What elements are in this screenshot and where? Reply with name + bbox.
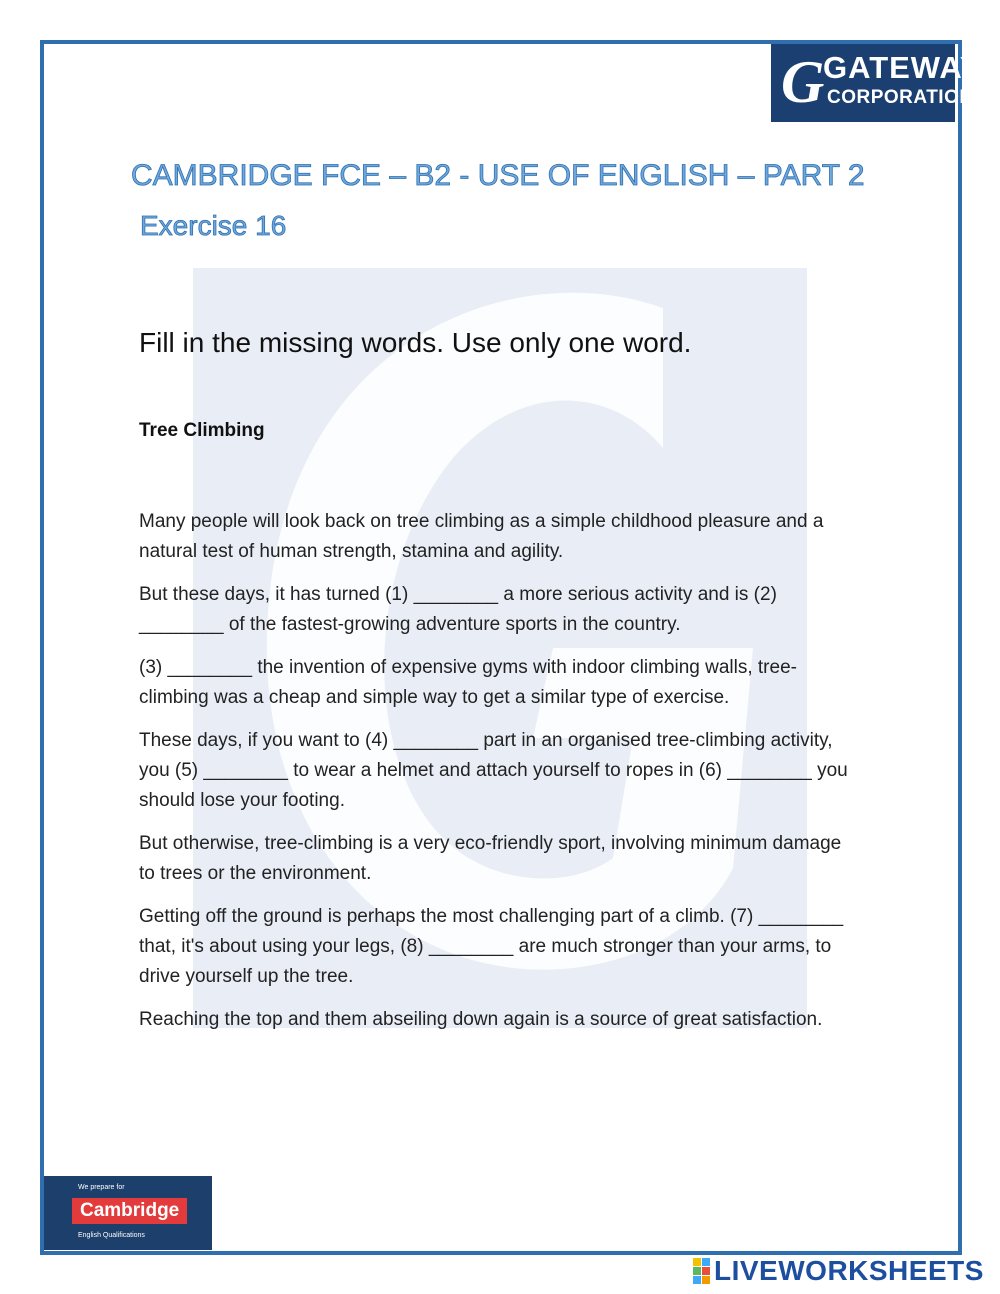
liveworksheets-wordmark: LIVEWORKSHEETS	[714, 1255, 984, 1286]
paragraph: Many people will look back on tree climbing as a simple childhood pleasure and a natural test of human strength, stamina and agility.	[139, 511, 824, 562]
paragraph: (3) ________ the invention of expensive gyms with indoor climbing walls, tree-climbing was a cheap and simple way to get a similar type of exercise.	[139, 657, 797, 708]
instruction-text: Fill in the missing words. Use only one word.	[139, 327, 692, 358]
logo-letter: G	[781, 49, 825, 115]
cambridge-sub: English Qualifications	[78, 1232, 145, 1239]
story-title: Tree Climbing	[139, 420, 265, 441]
logo-line-1: GATEWAY	[823, 50, 982, 85]
cambridge-logo	[44, 1176, 212, 1250]
liveworksheets-blocks-icon	[693, 1258, 710, 1284]
gateway-logo	[771, 44, 982, 122]
page-title: CAMBRIDGE FCE – B2 - USE OF ENGLISH – PART 2	[131, 159, 865, 192]
paragraph: But these days, it has turned (1) ________ a more serious activity and is (2) ________ of the fastest-growing adventure sports in the country.	[139, 584, 777, 635]
paragraph: Reaching the top and them abseiling down again is a source of great satisfaction.	[139, 1009, 823, 1030]
cambridge-name: Cambridge	[72, 1198, 187, 1224]
story-body	[139, 507, 854, 1048]
paragraph: Getting off the ground is perhaps the most challenging part of a climb. (7) ________ that, it's about using your legs, (8) ________ are much stronger than your arms, to drive yourself up the tree.	[139, 906, 844, 987]
cambridge-tagline: We prepare for	[78, 1184, 125, 1191]
liveworksheets-brand	[693, 1254, 984, 1288]
paragraph: But otherwise, tree-climbing is a very eco-friendly sport, involving minimum damage to trees or the environment.	[139, 833, 842, 884]
paragraph: These days, if you want to (4) ________ part in an organised tree-climbing activity, you (5) ________ to wear a helmet and attach yourself to ropes in (6) ________ you should lose your footing.	[139, 730, 848, 811]
logo-line-2: CORPORATION	[827, 87, 974, 108]
exercise-label: Exercise 16	[140, 210, 287, 241]
